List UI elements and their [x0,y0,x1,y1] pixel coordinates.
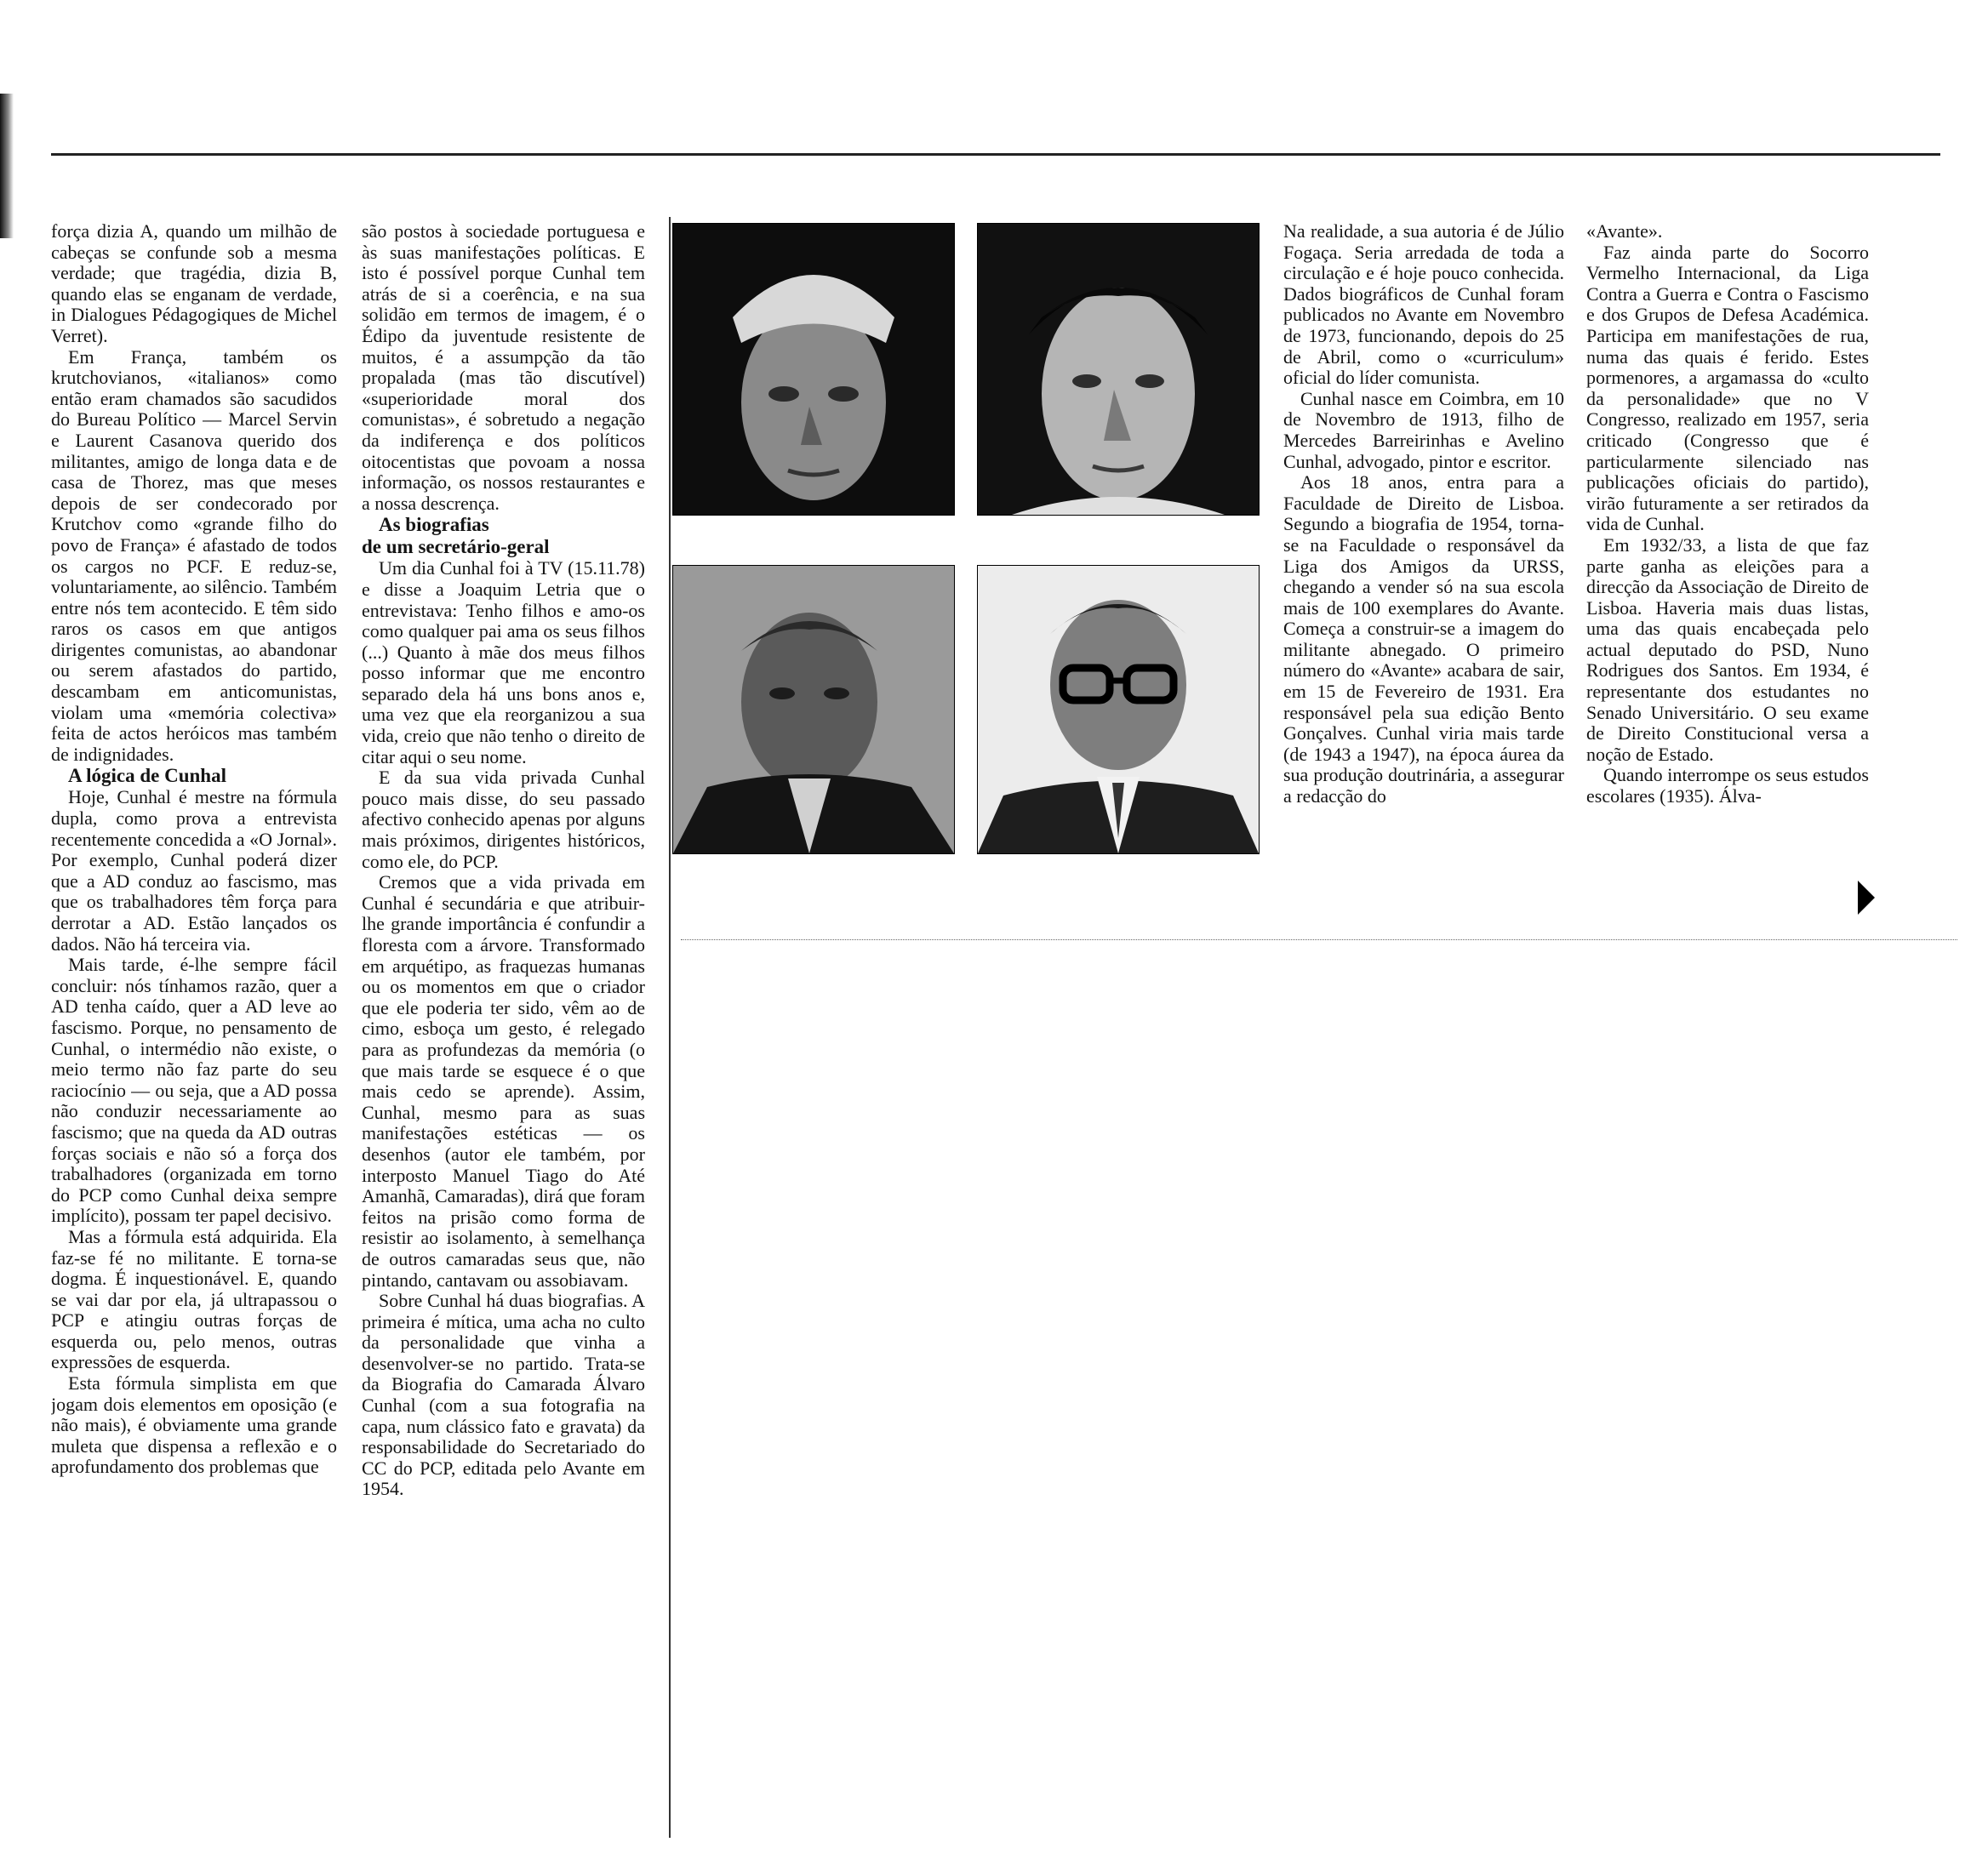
portrait-arrested-icon [978,224,1259,515]
col2-paragraph-3: E da sua vida privada Cunhal pouco mais disse, do seu passado afectivo conhecido apenas por alguns mais próximos, dirigentes históricos, como ele, do PCP. [362,767,645,872]
col2-subheading [362,514,645,558]
top-rule [51,153,1940,156]
portrait-clandestine-icon [978,566,1259,853]
photo-arrested [977,223,1260,516]
continue-arrow-icon [1858,881,1875,915]
photo-escape [672,565,955,854]
col1-paragraph-4: Mais tarde, é-lhe sempre fácil concluir: nós tínhamos razão, quer a AD tenha caído, quer a AD leve ao fascismo. Porque, no pensamento de Cunhal, o intermédio não existe, o meio termo não faz parte do seu raciocínio — ou seja, que a AD possa não conduzir necessariamente ao fascismo; que na queda da AD outras forças sociais e não só a força dos trabalhadores (organizada em torno do PCP como Cunhal deixa sempre implícito), possam ter papel decisivo. [51,954,337,1227]
col2-paragraph-4: Cremos que a vida privada em Cunhal é secundária e que atribuir-lhe grande importância é confundir a floresta com a árvore. Transformado em arquétipo, as fraquezas humanas ou os momentos em que o criador que ele poderia ter sido, vêm ao de cimo, esboça um gesto, é relegado para as profundezas da memória (o que mais tarde se esquece é o que mais cedo se aprende). Assim, Cunhal, mesmo para as suas manifestações estéticas — os desenhos (autor ele também, por interposto Manuel Tiago do Até Amanhã, Camaradas), dirá que foram feitos na prisão como forma de resistir ao isolamento, à semelhança de outros camaradas seus que, não pintando, cantavam ou assobiavam. [362,871,645,1291]
col1-subheading: A lógica de Cunhal [68,765,226,787]
col1-paragraph-1: força dizia A, quando um milhão de cabeças se confunde sob a mesma verdade; que tragédia, dizia B, quando elas se enganam de verdade, in Dialogues Pédagogiques de Michel Verret). [51,221,337,346]
col1-paragraph-6: Esta fórmula simplista em que jogam dois elementos em oposição (e não mais), é obviamente uma grande muleta que dispensa a reflexão e o aprofundamento dos problemas que [51,1372,337,1478]
article-column-1 [51,221,337,1478]
col4-paragraph-4: Quando interrompe os seus estudos escolares (1935). Álva- [1586,764,1869,807]
article-column-2 [362,221,645,1500]
bottom-dotted-rule [681,939,1957,940]
col1-paragraph-5: Mas a fórmula está adquirida. Ela faz-se fé no militante. E torna-se dogma. É inquestionável. E, quando se vai dar por ela, já ultrapassou o PCP e atingiu outras forças de esquerda ou, pelo menos, outras expressões de esquerda. [51,1225,337,1373]
col2-paragraph-1: são postos à sociedade portuguesa e às suas manifestações políticas. E isto é possível porque Cunhal tem atrás de si a coerência, e na sua solidão em termos de imagem, é o Édipo da juventude resistente de muitos, é a assumpção da tão propalada (mas tão discutível) «superioridade moral dos comunistas», é sobretudo a negação da indiferença e dos políticos oitocentistas que povoam a nossa informação, os nossos restaurantes e a nossa descrença. [362,221,645,514]
col2-subheading-line-2: de um secretário-geral [362,536,550,558]
col3-paragraph-2: Cunhal nasce em Coimbra, em 10 de Novembro de 1913, filho de Mercedes Barreirinhas e Avelino Cunhal, advogado, pintor e escritor. [1283,387,1564,472]
col2-paragraph-5: Sobre Cunhal há duas biografias. A primeira é mítica, uma acha no culto da personalidade que vinha a desenvolver-se no partido. Trata-se da Biografia do Camarada Álvaro Cunhal (com a sua fotografia na capa, num clássico fato e gravata) da responsabilidade do Secretariado do CC do PCP, editada pelo Avante em 1954. [362,1290,645,1500]
col1-paragraph-2: Em França, também os krutchovianos, «italianos» como então eram chamados são sacudidos do Bureau Político — Marcel Servin e Laurent Casanova querido dos militantes, amigo de longa data e de casa de Thorez, mas que meses depois de ser condecorado por Krutchov como «grande filho do povo de França» é afastado de todos os cargos no PCF. E reduz-se, voluntariamente, ao silêncio. Também entre nós tem acontecido. E têm sido raros os casos em que antigos dirigentes comunistas, ao abandonar ou serem afastados do partido, descambam em anticomunistas, violam uma «memória colectiva» feita de actos heróicos mas também de indignidades. [51,345,337,765]
col3-paragraph-1: Na realidade, a sua autoria é de Júlio Fogaça. Seria arredada de toda a circulação e é hoje pouco conhecida. Dados biográficos de Cunhal foram publicados no Avante em Novembro de 1973, funcionando, depois do 25 de Abril, como o «curriculum» oficial do líder comunista. [1283,221,1564,389]
portrait-escape-icon [673,566,954,853]
article-column-4 [1586,221,1869,807]
col2-paragraph-2: Um dia Cunhal foi à TV (15.11.78) e disse a Joaquim Letria que o entrevistava: Tenho filhos e amo-os como qualquer pai ama os seus filhos (...) Quanto à mãe dos meus filhos posso informar que me encontro separado dela há uns bons anos e, uma vez que ela reorganizou a sua vida, creio que não tenho o direito de citar aqui o seu nome. [362,557,645,767]
col1-paragraph-3: Hoje, Cunhal é mestre na fórmula dupla, como prova a entrevista recentemente concedida a «O Jornal». Por exemplo, Cunhal poderá dizer que a AD conduz ao fascismo, mas que os trabalhadores têm força para derrotar a AD. Estão lançados os dados. Não há terceira via. [51,786,337,955]
page-edge-shadow [0,94,14,238]
article-column-3 [1283,221,1564,807]
col3-paragraph-3: Aos 18 anos, entra para a Faculdade de Direito de Lisboa. Segundo a biografia de 1954, torna-se na Faculdade o responsável da Liga dos Amigos da URSS, chegando a vender só na sua escola mais de 100 exemplares do Avante. Começa a construir-se a imagem do militante abnegado. O primeiro número do «Avante» acabara de sair, em 15 de Fevereiro de 1931. Era responsável pela sua edição Bento Gonçalves. Cunhal viria mais tarde (de 1943 a 1947), na época áurea da sua produção doutrinária, a assegurar a redacção do [1283,471,1564,807]
col4-paragraph-3: Em 1932/33, a lista de que faz parte ganha as eleições para a direcção da Associação de Direito de Lisboa. Haveria mais duas listas, uma das quais encabeçada pelo actual deputado do PSD, Nuno Rodrigues dos Santos. Em 1934, é representante dos estudantes no Senado Universitário. O seu exame de Direito Constitucional versa a noção de Estado. [1586,533,1869,765]
col4-paragraph-2: Faz ainda parte do Socorro Vermelho Internacional, da Liga Contra a Guerra e Contra o Fascismo e dos Grupos de Defesa Académica. Participa em manifestações de rua, numa das quais é ferido. Estes pormenores, a argamassa do «culto da personalidade» que no V Congresso, realizado em 1957, seria criticado (Congresso que é particularmente silenciado nas publicações oficiais do partido), virão futuramente a ser retirados da vida de Cunhal. [1586,241,1869,535]
column-divider [669,217,671,1838]
col2-subheading-line-1: As biografias [379,514,489,536]
portrait-military-icon [673,224,954,515]
photo-military [672,223,955,516]
photo-clandestine [977,565,1260,854]
col4-paragraph-1: «Avante». [1586,221,1663,242]
